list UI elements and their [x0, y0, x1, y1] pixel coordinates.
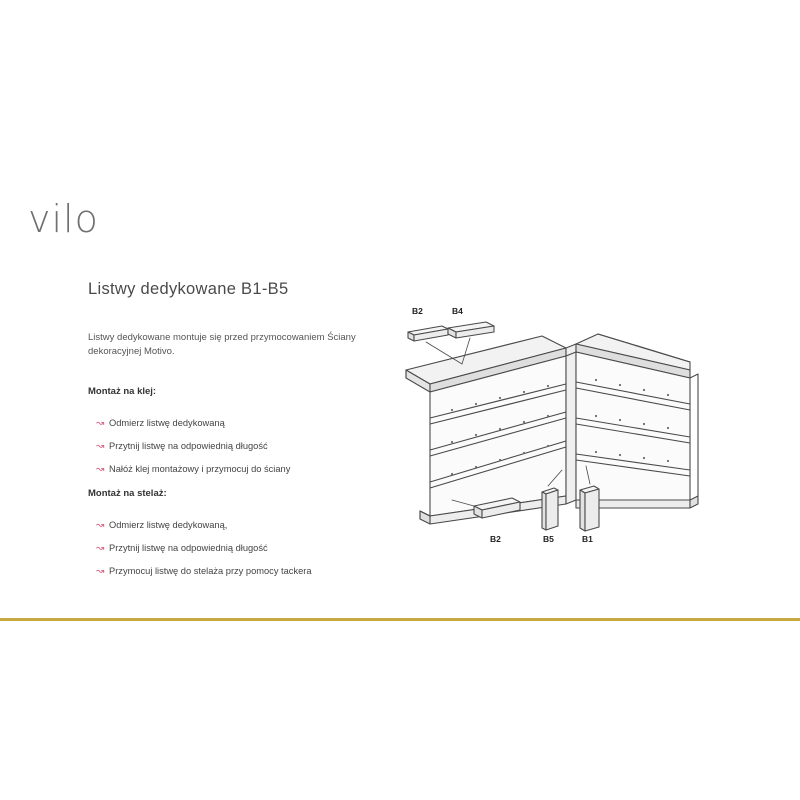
page-title: Listwy dedykowane B1-B5: [88, 280, 289, 298]
list-item: [96, 520, 396, 532]
bullet-list-glue: [96, 418, 396, 487]
list-item: [96, 418, 396, 430]
section-heading-frame: Montaż na stelaż:: [88, 488, 167, 499]
part-label-b5: B5: [543, 534, 554, 544]
vilo-logo: vilo: [28, 197, 99, 241]
list-item: [96, 543, 396, 555]
list-item: [96, 441, 396, 453]
bullet-list-frame: [96, 520, 396, 589]
list-item-label: Przymocuj listwę do stelaża przy pomocy tackera: [109, 566, 312, 576]
list-item-label: Odmierz listwę dedykowaną,: [109, 520, 228, 530]
arrow-icon: ↝: [96, 520, 105, 531]
part-label-b1: B1: [582, 534, 593, 544]
list-item: [96, 566, 396, 578]
arrow-icon: ↝: [96, 418, 105, 429]
list-item: [96, 464, 396, 476]
arrow-icon: ↝: [96, 566, 105, 577]
accent-divider: [0, 618, 800, 621]
arrow-icon: ↝: [96, 464, 105, 475]
part-label-b2-bottom: B2: [490, 534, 501, 544]
installation-diagram: [390, 300, 710, 570]
part-label-b2-top: B2: [412, 306, 423, 316]
part-label-b4-top: B4: [452, 306, 463, 316]
arrow-icon: ↝: [96, 441, 105, 452]
list-item-label: Odmierz listwę dedykowaną: [109, 418, 225, 428]
arrow-icon: ↝: [96, 543, 105, 554]
list-item-label: Nałóż klej montażowy i przymocuj do ściany: [109, 464, 291, 474]
wall-panel-illustration: [390, 300, 710, 570]
section-heading-glue: Montaż na klej:: [88, 386, 157, 397]
list-item-label: Przytnij listwę na odpowiednią długość: [109, 441, 268, 451]
list-item-label: Przytnij listwę na odpowiednią długość: [109, 543, 268, 553]
intro-paragraph: Listwy dedykowane montuje się przed przymocowaniem Ściany dekoracyjnej Motivo.: [88, 332, 356, 358]
